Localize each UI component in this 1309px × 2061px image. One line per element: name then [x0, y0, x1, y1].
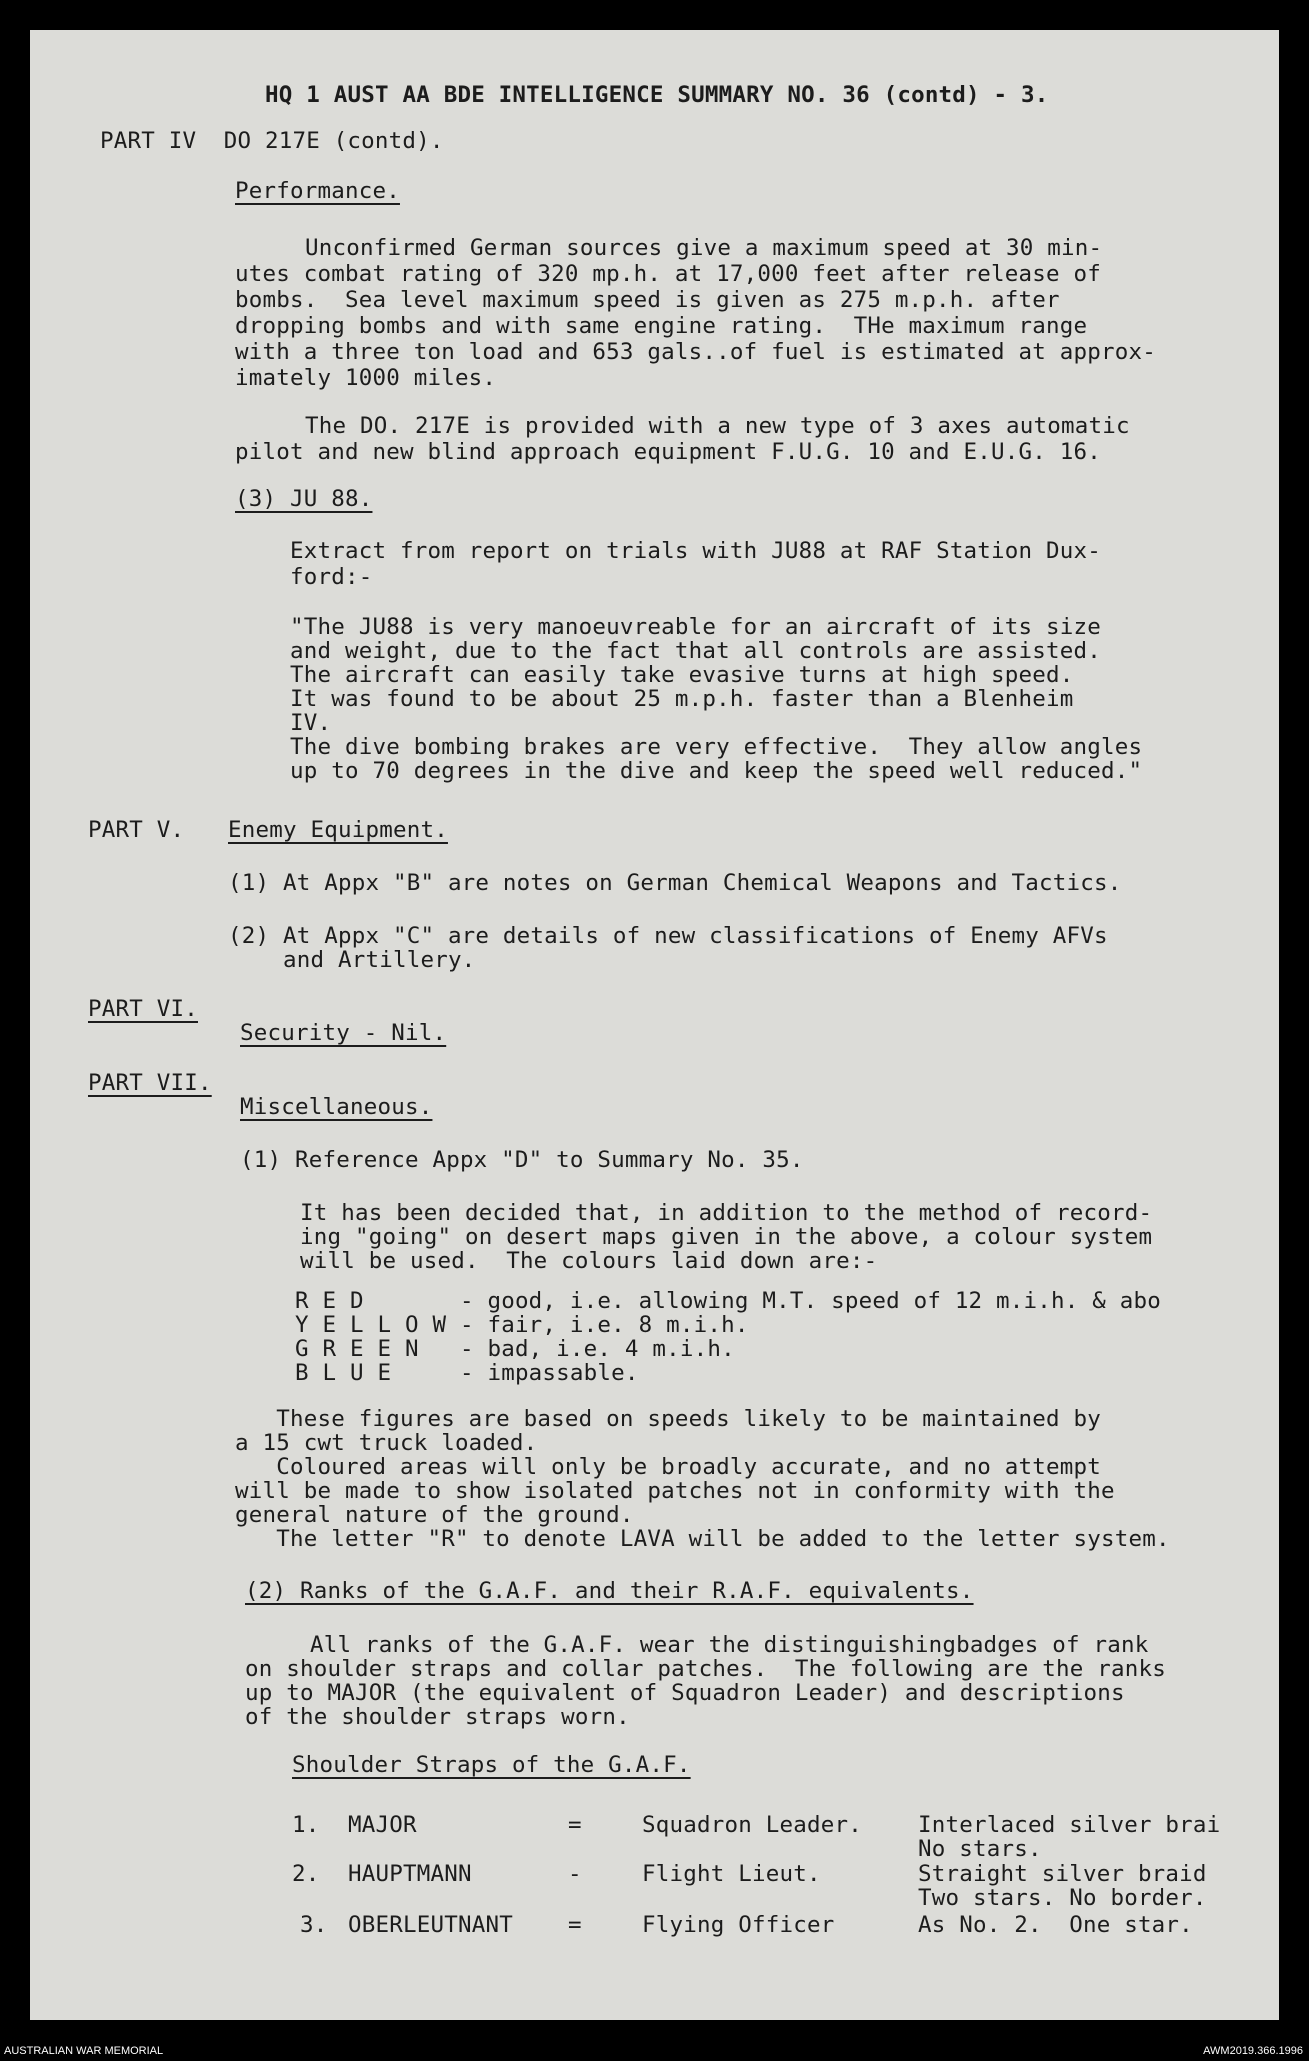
- part5-item2-line: (2) At Appx "C" are details of new classifications of Enemy AFVs: [228, 923, 1108, 949]
- text-line: The dive bombing brakes are very effective. They allow angles: [290, 734, 1143, 760]
- part5-label: PART V.: [88, 817, 185, 843]
- text-line: will be used. The colours laid down are:-: [300, 1248, 878, 1274]
- rank-desc: No stars.: [918, 1836, 1042, 1862]
- rank-sep: -: [568, 1861, 582, 1887]
- text-line: ford:-: [290, 564, 373, 590]
- text-line: on shoulder straps and collar patches. The following are the ranks: [245, 1656, 1166, 1682]
- text-line: The DO. 217E is provided with a new type of 3 axes automatic: [305, 413, 1130, 439]
- rank-sep: =: [568, 1812, 582, 1838]
- footer-right: AWM2019.366.1996: [1203, 2045, 1303, 2057]
- rank-gaf: MAJOR: [348, 1812, 417, 1838]
- text-line: The aircraft can easily take evasive turns at high speed.: [290, 662, 1074, 688]
- rank-desc: Interlaced silver brai: [918, 1812, 1221, 1838]
- part7-item2-title: (2) Ranks of the G.A.F. and their R.A.F. equivalents.: [245, 1578, 974, 1604]
- rank-gaf: HAUPTMANN: [348, 1861, 472, 1887]
- page-header: HQ 1 AUST AA BDE INTELLIGENCE SUMMARY NO. 36 (contd) - 3.: [265, 82, 1049, 108]
- rank-sep: =: [568, 1912, 582, 1938]
- text-line: general nature of the ground.: [235, 1502, 634, 1528]
- text-line: pilot and new blind approach equipment F.U.G. 10 and E.U.G. 16.: [235, 439, 1102, 465]
- text-line: It has been decided that, in addition to the method of record-: [300, 1200, 1153, 1226]
- rank-raf: Flight Lieut.: [642, 1861, 821, 1887]
- rank-num: 2.: [292, 1861, 320, 1887]
- part5-title: Enemy Equipment.: [228, 817, 448, 843]
- text-line: utes combat rating of 320 mp.h. at 17,000 feet after release of: [235, 261, 1102, 287]
- text-line: Coloured areas will only be broadly accurate, and no attempt: [235, 1454, 1102, 1480]
- text-line: These figures are based on speeds likely to be maintained by: [235, 1406, 1102, 1432]
- text-line: bombs. Sea level maximum speed is given as 275 m.p.h. after: [235, 287, 1060, 313]
- text-line: The letter "R" to denote LAVA will be added to the letter system.: [235, 1526, 1170, 1552]
- colour-item: Y E L L O W - fair, i.e. 8 m.i.h.: [295, 1312, 749, 1338]
- colour-item: G R E E N - bad, i.e. 4 m.i.h.: [295, 1336, 735, 1362]
- text-line: It was found to be about 25 m.p.h. faster than a Blenheim: [290, 686, 1074, 712]
- part7-label: PART VII.: [88, 1070, 212, 1096]
- part5-item1: (1) At Appx "B" are notes on German Chemical Weapons and Tactics.: [228, 870, 1122, 896]
- text-line: Extract from report on trials with JU88 at RAF Station Dux-: [290, 538, 1102, 564]
- rank-desc: As No. 2. One star.: [918, 1912, 1193, 1938]
- part5-item2-line: and Artillery.: [228, 947, 476, 973]
- text-line: with a three ton load and 653 gals..of fuel is estimated at approx-: [235, 339, 1156, 365]
- document-page: [30, 30, 1279, 2020]
- text-line: Unconfirmed German sources give a maximum speed at 30 min-: [305, 235, 1103, 261]
- text-line: All ranks of the G.A.F. wear the distinguishingbadges of rank: [310, 1632, 1149, 1658]
- straps-title: Shoulder Straps of the G.A.F.: [292, 1752, 691, 1778]
- rank-num: 3.: [300, 1912, 328, 1938]
- part6-label: PART VI.: [88, 996, 198, 1022]
- part6-title: Security - Nil.: [240, 1020, 447, 1046]
- colour-item: B L U E - impassable.: [295, 1360, 639, 1386]
- part7-item1: (1) Reference Appx "D" to Summary No. 35.: [240, 1147, 804, 1173]
- text-line: of the shoulder straps worn.: [245, 1704, 630, 1730]
- performance-title: Performance.: [235, 178, 400, 204]
- part4-heading: PART IV DO 217E (contd).: [100, 128, 444, 154]
- colour-item: R E D - good, i.e. allowing M.T. speed of 12 m.i.h. & abo: [295, 1288, 1162, 1314]
- rank-desc: Straight silver braid: [918, 1861, 1207, 1887]
- rank-desc: Two stars. No border.: [918, 1885, 1207, 1911]
- text-line: a 15 cwt truck loaded.: [235, 1430, 538, 1456]
- part7-title: Miscellaneous.: [240, 1094, 433, 1120]
- rank-raf: Flying Officer: [642, 1912, 835, 1938]
- text-line: will be made to show isolated patches not in conformity with the: [235, 1478, 1115, 1504]
- text-line: dropping bombs and with same engine rating. THe maximum range: [235, 313, 1088, 339]
- text-line: IV.: [290, 710, 332, 736]
- ju88-title: (3) JU 88.: [235, 486, 373, 512]
- rank-gaf: OBERLEUTNANT: [348, 1912, 513, 1938]
- text-line: up to MAJOR (the equivalent of Squadron Leader) and descriptions: [245, 1680, 1125, 1706]
- text-line: "The JU88 is very manoeuvreable for an aircraft of its size: [290, 614, 1102, 640]
- footer-left: AUSTRALIAN WAR MEMORIAL: [4, 2045, 164, 2057]
- text-line: and weight, due to the fact that all controls are assisted.: [290, 638, 1102, 664]
- rank-num: 1.: [292, 1812, 320, 1838]
- text-line: ing "going" on desert maps given in the above, a colour system: [300, 1224, 1153, 1250]
- text-line: up to 70 degrees in the dive and keep the speed well reduced.": [290, 758, 1143, 784]
- rank-raf: Squadron Leader.: [642, 1812, 862, 1838]
- text-line: imately 1000 miles.: [235, 365, 497, 391]
